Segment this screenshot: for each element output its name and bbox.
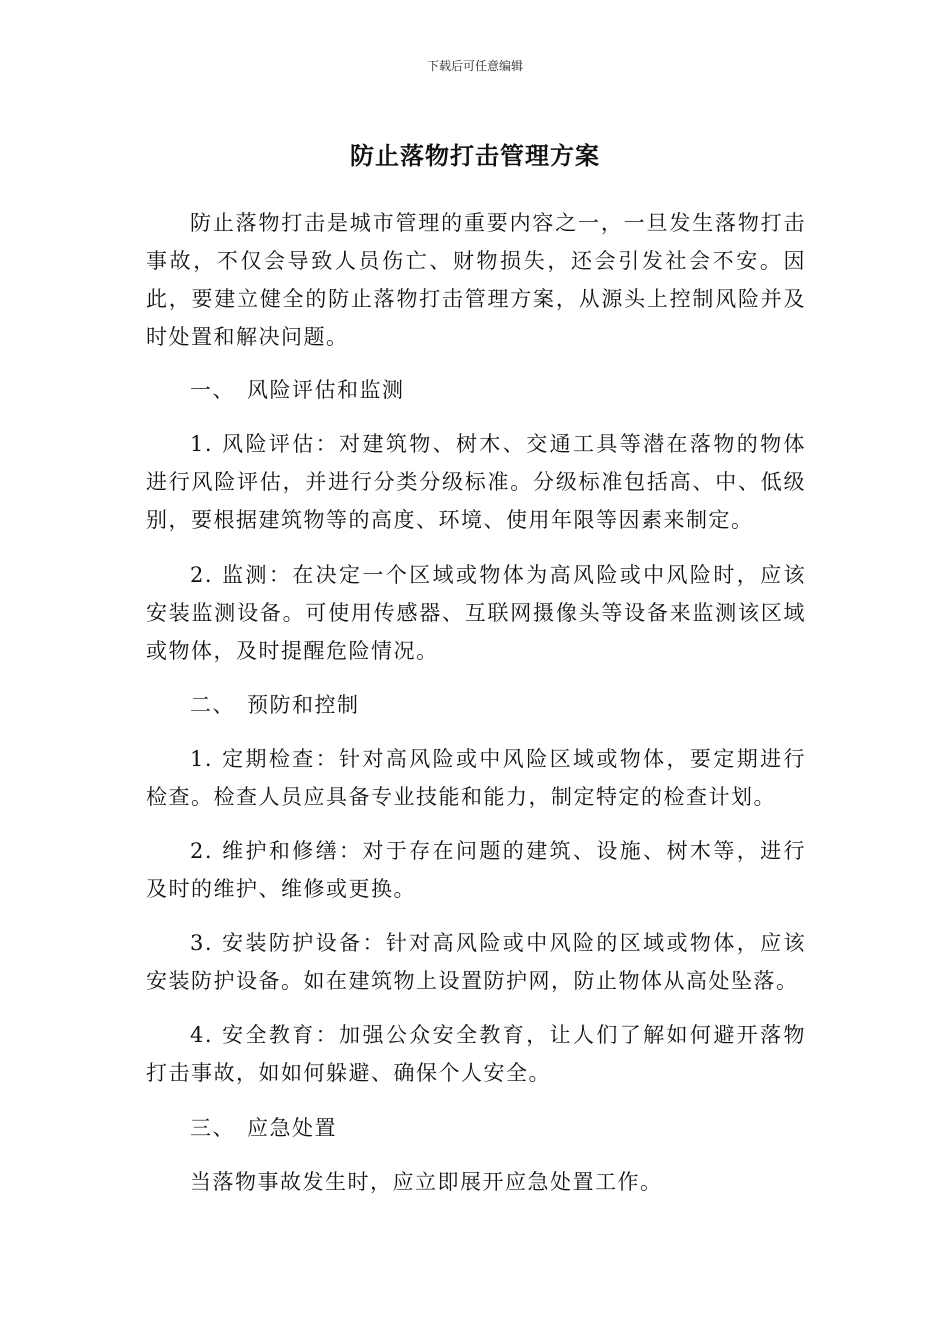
section-1-item-2-block	[146, 556, 806, 670]
section-1-item-1: 1. 风险评估：对建筑物、树木、交通工具等潜在落物的物体进行风险评估，并进行分类分级标准。分级标准包括高、中、低级别，要根据建筑物等的高度、环境、使用年限等因素来制定。	[146, 432, 806, 532]
section-2-item-3-block	[146, 924, 806, 1000]
section-1-heading: 一、 风险评估和监测	[190, 378, 405, 402]
section-3-item-1: 当落物事故发生时，应立即展开应急处置工作。	[190, 1170, 663, 1194]
section-2-item-4: 4. 安全教育：加强公众安全教育，让人们了解如何避开落物打击事故，如如何躲避、确保个人安全。	[146, 1023, 806, 1085]
section-2-item-2: 2. 维护和修缮：对于存在问题的建筑、设施、树木等，进行及时的维护、维修或更换。	[146, 839, 806, 901]
section-2-item-4-block	[146, 1016, 806, 1092]
section-2-item-3: 3. 安装防护设备：针对高风险或中风险的区域或物体，应该安装防护设备。如在建筑物上设置防护网，防止物体从高处坠落。	[146, 931, 806, 993]
intro-paragraph: 防止落物打击是城市管理的重要内容之一，一旦发生落物打击事故，不仅会导致人员伤亡、财物损失，还会引发社会不安。因此，要建立健全的防止落物打击管理方案，从源头上控制风险并及时处置和解决问题。	[146, 211, 806, 349]
section-3-heading-block	[146, 1109, 806, 1147]
section-1-heading-block	[146, 371, 806, 409]
document-title: 防止落物打击管理方案	[350, 142, 600, 170]
section-2-item-1-block	[146, 740, 806, 816]
section-2-heading: 二、 预防和控制	[190, 693, 360, 717]
section-1-item-1-block	[146, 425, 806, 539]
section-1-item-2: 2. 监测：在决定一个区域或物体为高风险或中风险时，应该安装监测设备。可使用传感器、互联网摄像头等设备来监测该区域或物体，及时提醒危险情况。	[146, 563, 806, 663]
header-note: 下载后可任意编辑	[426, 59, 523, 73]
section-2-item-2-block	[146, 832, 806, 908]
section-2-heading-block	[146, 686, 806, 724]
section-3-heading: 三、 应急处置	[190, 1116, 337, 1140]
section-2-item-1: 1. 定期检查：针对高风险或中风险区域或物体，要定期进行检查。检查人员应具备专业技能和能力，制定特定的检查计划。	[146, 747, 806, 809]
section-3-item-1-block	[146, 1163, 806, 1201]
intro-block	[146, 204, 806, 356]
